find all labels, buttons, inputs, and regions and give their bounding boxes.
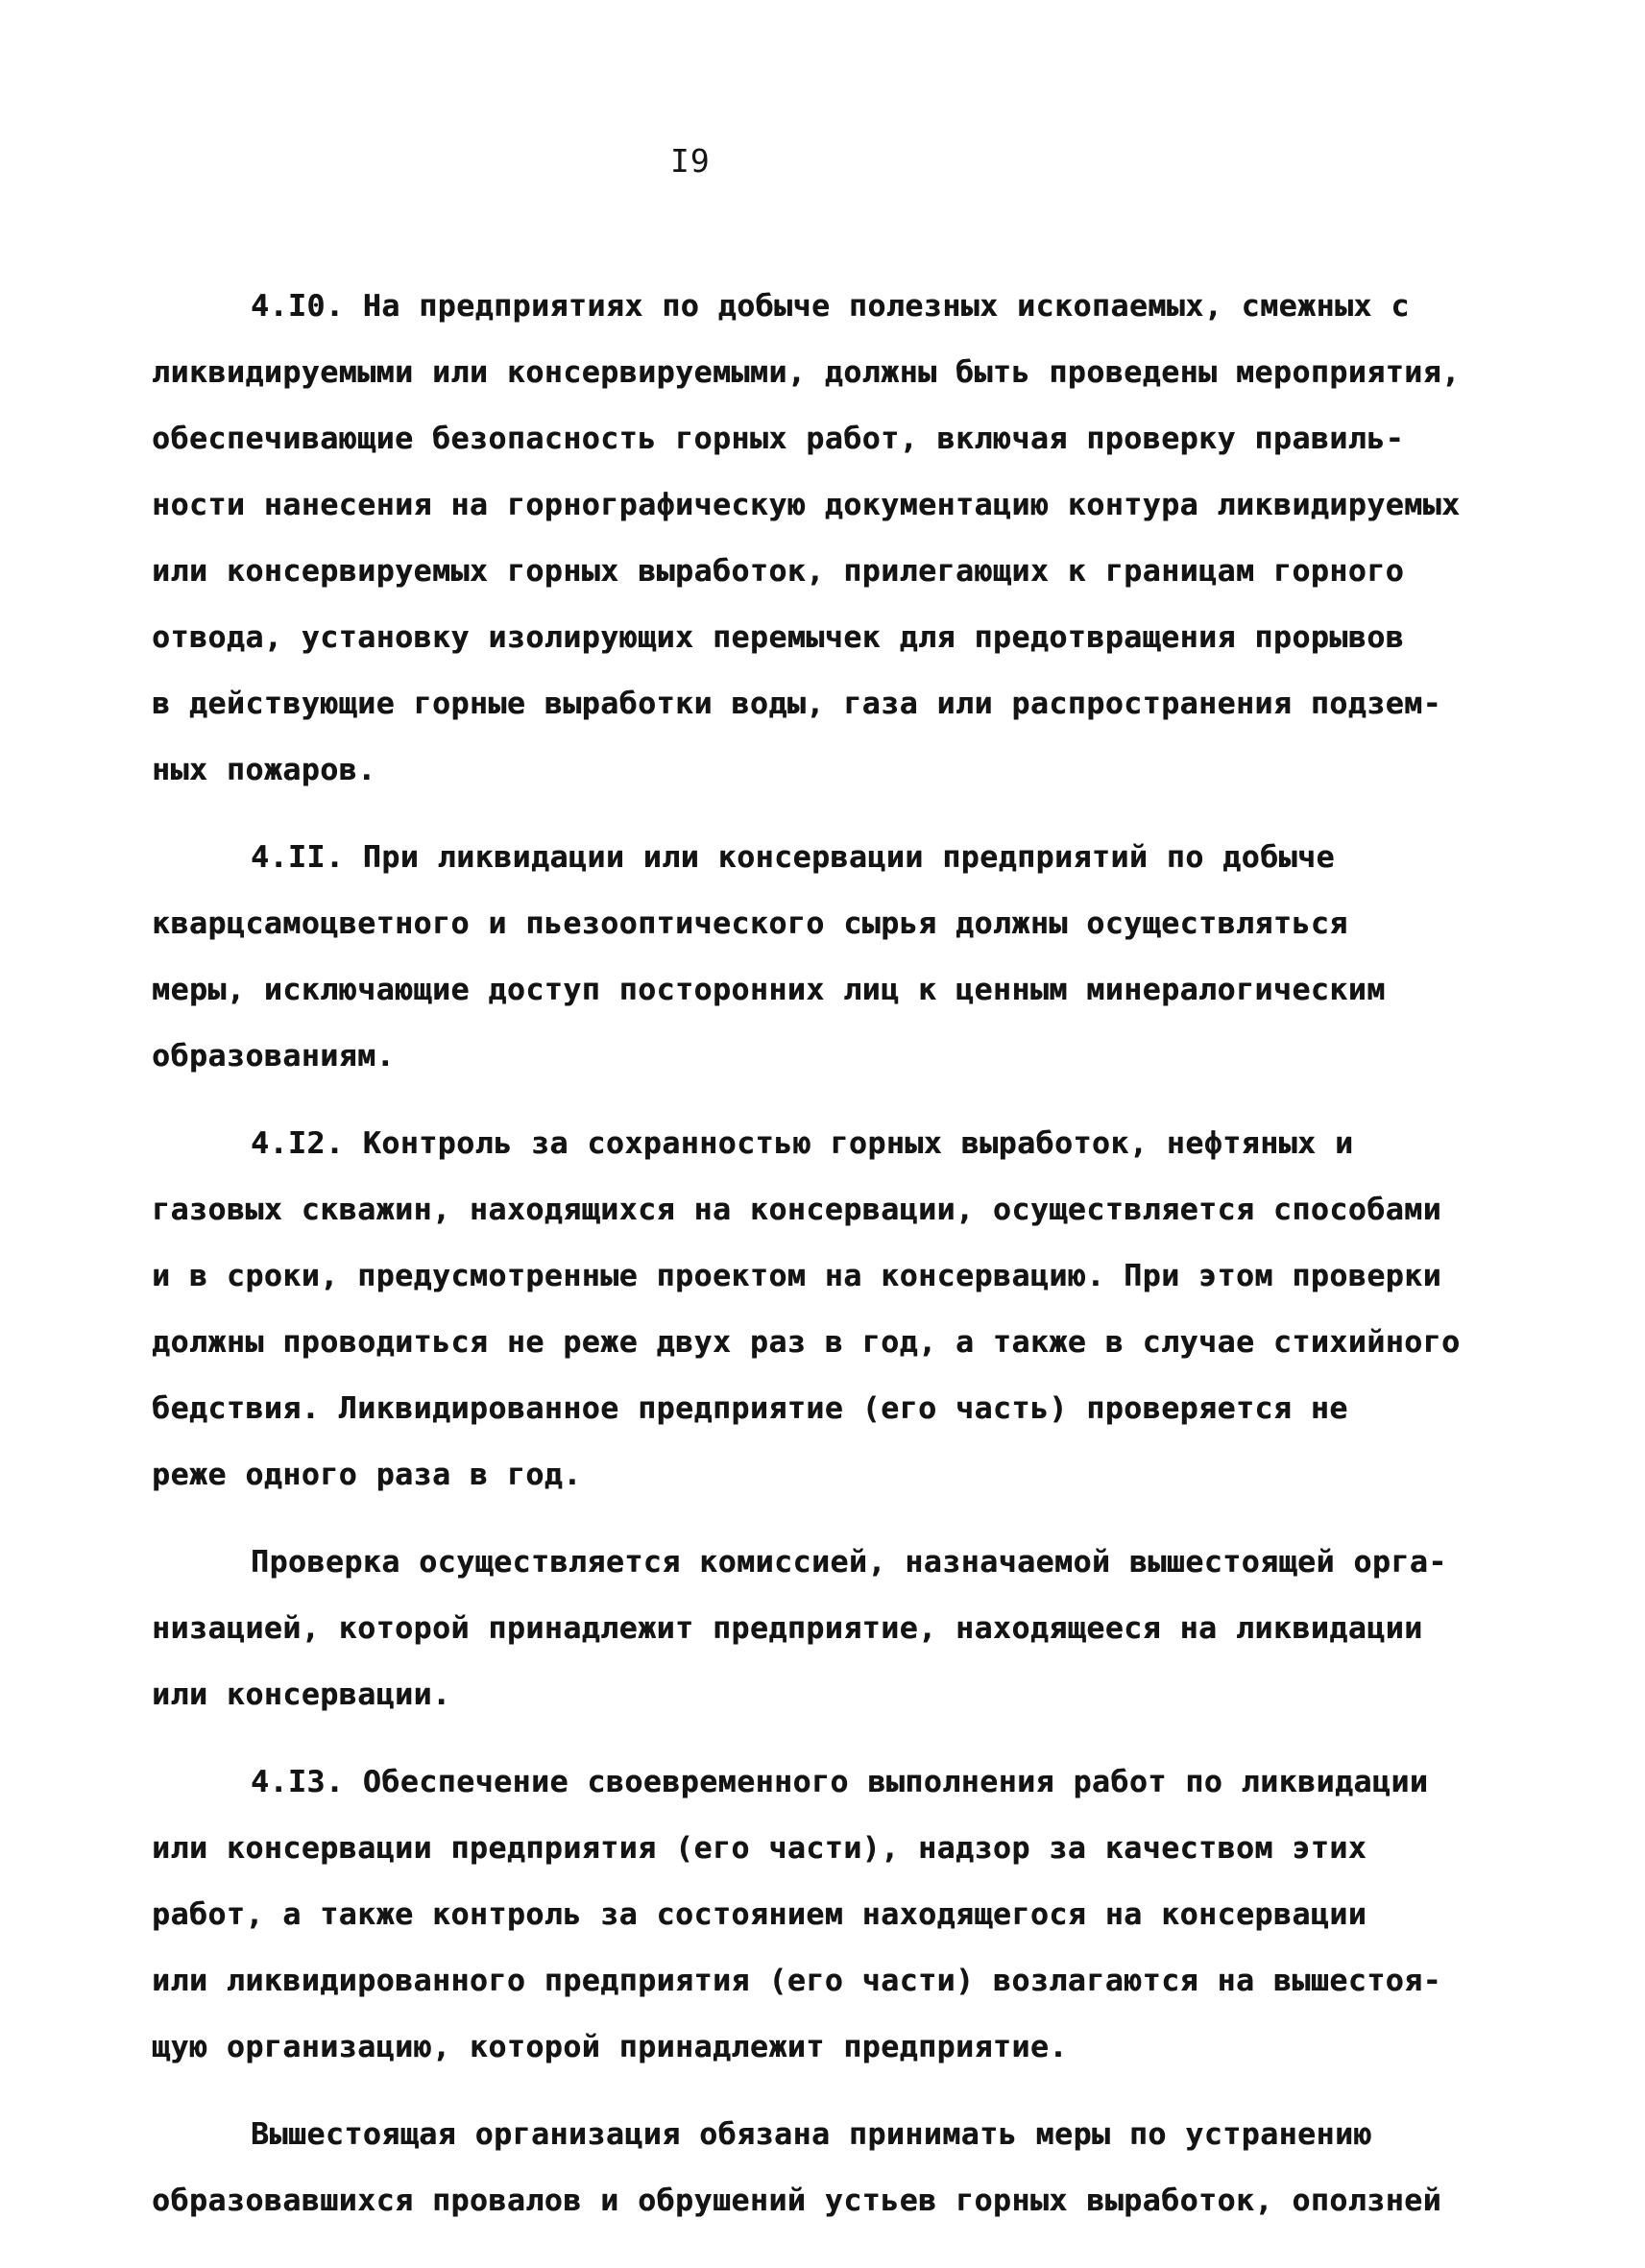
paragraph [152, 1111, 1515, 1508]
text-line: газовых скважин, находящихся на консервации, осуществляется способами [152, 1193, 1442, 1227]
paragraph [152, 825, 1515, 1090]
text-line: или консервируемых горных выработок, прилегающих к границам горного [152, 554, 1405, 589]
text-line: 4.I3. Обеспечение своевременного выполнения работ по ликвидации [251, 1765, 1429, 1799]
paragraph-gap [152, 1508, 1515, 1530]
text-line: 4.I0. На предприятиях по добыче полезных ископаемых, смежных с [251, 289, 1410, 324]
text-line: образованиям. [152, 1039, 396, 1074]
text-line: отвода, установку изолирующих перемычек для предотвращения прорывов [152, 620, 1405, 655]
text-line: 4.I2. Контроль за сохранностью горных выработок, нефтяных и [251, 1126, 1354, 1161]
paragraph-gap [152, 2081, 1515, 2102]
text-line: кварцсамоцветного и пьезооптического сырья должны осуществляться [152, 906, 1348, 941]
text-line: ных пожаров. [152, 753, 376, 787]
text-line: или консервации. [152, 1677, 451, 1712]
text-line: или ликвидированного предприятия (его части) возлагаются на вышестоя- [152, 1964, 1442, 1998]
text-line: обеспечивающие безопасность горных работ, включая проверку правиль- [152, 422, 1405, 456]
text-line: в действующие горные выработки воды, газа или распространения подзем- [152, 687, 1442, 721]
document-body [152, 274, 1515, 2234]
paragraph [152, 1749, 1515, 2081]
text-line: меры, исключающие доступ посторонних лиц к ценным минералогическим [152, 973, 1386, 1007]
text-line: работ, а также контроль за состоянием находящегося на консервации [152, 1897, 1367, 1932]
text-line: щую организацию, которой принадлежит предприятие. [152, 2030, 1068, 2064]
text-line: ликвидируемыми или консервируемыми, должны быть проведены мероприятия, [152, 355, 1461, 390]
text-line: ности нанесения на горнографическую документацию контура ликвидируемых [152, 488, 1461, 522]
text-line: Проверка осуществляется комиссией, назначаемой вышестоящей орга- [251, 1545, 1447, 1580]
page-number: I9 [670, 142, 711, 180]
text-line: образовавшихся провалов и обрушений устьев горных выработок, оползней [152, 2184, 1442, 2218]
paragraph-gap [152, 804, 1515, 825]
text-line: Вышестоящая организация обязана принимать меры по устранению [251, 2117, 1372, 2152]
text-line: 4.II. При ликвидации или консервации предприятий по добыче [251, 840, 1335, 875]
paragraph-gap [152, 1090, 1515, 1111]
paragraph [152, 1530, 1515, 1728]
text-line: должны проводиться не реже двух раз в год, а также в случае стихийного [152, 1325, 1461, 1360]
paragraph-gap [152, 1728, 1515, 1749]
paragraph [152, 2102, 1515, 2234]
text-line: или консервации предприятия (его части), надзор за качеством этих [152, 1831, 1367, 1866]
text-line: реже одного раза в год. [152, 1458, 582, 1492]
text-line: и в сроки, предусмотренные проектом на консервацию. При этом проверки [152, 1259, 1442, 1293]
text-line: бедствия. Ликвидированное предприятие (его часть) проверяется не [152, 1391, 1348, 1426]
text-line: низацией, которой принадлежит предприятие, находящееся на ликвидации [152, 1611, 1423, 1646]
paragraph [152, 274, 1515, 804]
